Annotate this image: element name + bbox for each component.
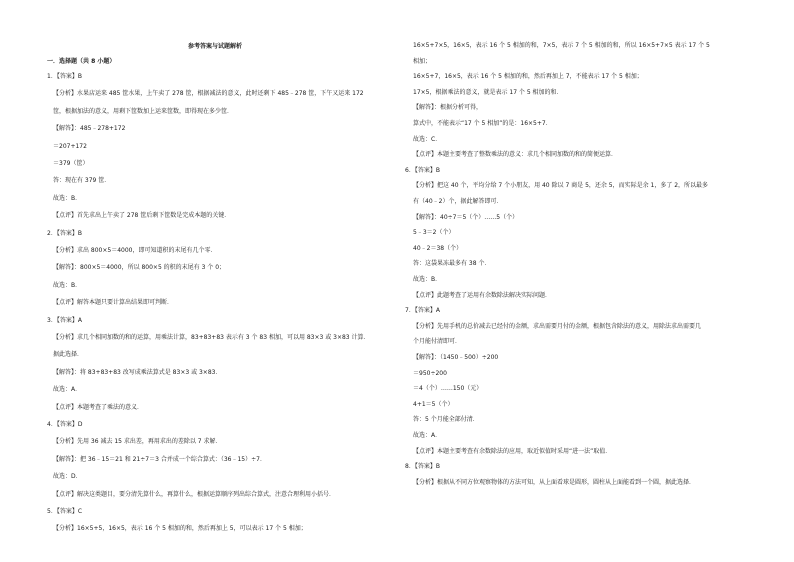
text-line: 算式中，不能表示“17 个 5 相加”的是：16×5+7．	[413, 120, 552, 127]
question-answer-line: 7．【答案】A	[405, 307, 440, 315]
text-line: 16×5+7，16×5，表示 16 个 5 相加的和，然后再加上 7，不能表示 17 个 5 相加；	[413, 73, 643, 81]
text-line: 故选：A．	[53, 386, 82, 394]
text-line: 答：这袋果冻最多有 38 个．	[413, 260, 491, 268]
text-line: 5﹣3＝2（个）	[413, 229, 455, 237]
text-line: 16×5+7×5，16×5，表示 16 个 5 相加的和，7×5，表示 7 个 5 相加的和，所以 16×5+7×5 表示 17 个 5	[413, 42, 710, 49]
question-answer-line: 4．【答案】D	[47, 421, 83, 428]
text-line: 个月能付清即可．	[413, 338, 462, 346]
text-line: 【解答】：485﹣278+172	[53, 125, 126, 133]
text-line: 【解答】：根据分析可得，	[413, 104, 483, 112]
text-line: 故选：B．	[413, 276, 442, 283]
text-line: 故选：C．	[413, 135, 442, 143]
text-line: ＝950÷200	[413, 369, 447, 377]
text-line: ＝207+172	[53, 142, 87, 150]
question-answer-line: 6．【答案】B	[405, 166, 440, 174]
text-line: 【分析】求出 800×5＝4000，即可知道积的末尾有几个零．	[53, 247, 217, 254]
text-line: 【解答】：把 36﹣15＝21 和 21÷7＝3 合并成一个综合算式：（36﹣15）÷7．	[53, 455, 266, 463]
text-line: 【分析】先用手机的总价减去已经付的金额，求出需要月付的金额，根据包含除法的意义，用除法求出需要几	[413, 322, 702, 330]
text-line: 【分析】先用 36 减去 15 求出差，再用求出的差除以 7 求解．	[53, 438, 222, 446]
text-line: 【点评】首先求出上午卖了 278 筐后剩下筐数是完成本题的关键．	[53, 212, 231, 220]
text-line: 40﹣2＝38（个）	[413, 244, 463, 252]
text-line: 4+1＝5（个）	[413, 400, 454, 408]
question-answer-line: 2．【答案】B	[47, 229, 82, 237]
text-line: 【解答】：将 83+83+83 改写成乘法算式是 83×3 或 3×83．	[53, 368, 222, 376]
text-line: 【点评】此题考查了运用有余数除法解决实际问题．	[413, 291, 552, 299]
text-line: 故选：B．	[53, 194, 82, 202]
text-line: 据此选择．	[53, 351, 84, 359]
text-line: 【点评】本题考查了乘法的意义．	[53, 403, 144, 411]
text-line: 故选：D．	[53, 473, 82, 481]
section-heading: 一．选择题（共 8 小题）	[47, 58, 116, 65]
text-line: 【分析】16×5+5，16×5，表示 16 个 5 相加的和，然后再加上 5，可以表示 17 个 5 相加；	[53, 525, 307, 533]
question-answer-line: 3．【答案】A	[47, 316, 82, 324]
text-line: 【分析】水果店运来 485 筐水果，上午卖了 278 筐，根据减法的意义，此时还剩下 485﹣278 筐，下午又运来 172	[53, 90, 364, 98]
text-line: 【点评】本题主要考查了整数乘法的意义：求几个相同加数的和的简便运算．	[413, 151, 618, 159]
text-line: 【点评】本题主要考查有余数除法的应用，取近似值时采用“进一法”取值．	[413, 447, 612, 455]
text-line: 【分析】把这 40 个，平均分给 7 个小朋友，用 40 除以 7 商是 5，还余 5，而实际是余 1，多了 2，所以最多	[413, 182, 709, 190]
text-line: 17×5，根据乘法的意义，就是表示 17 个 5 相加的和．	[413, 88, 563, 96]
text-line: 答：现在有 379 筐．	[53, 177, 111, 185]
text-line: 【点评】解决这类题目，要分清先算什么，再算什么，根据运算顺序列出综合算式，注意合理利用小括号．	[53, 490, 336, 498]
text-line: 【分析】求几个相同加数的和的运算，用乘法计算，83+83+83 表示有 3 个 83 相加，可以用 83×3 或 3×83 计算．	[53, 334, 370, 341]
question-answer-line: 5．【答案】C	[47, 508, 83, 515]
text-line: 【解答】：（1450﹣500）÷200	[413, 354, 499, 361]
text-line: 相加；	[413, 57, 432, 65]
text-line: 筐，根据加法的意义，用剩下筐数加上运来筐数，即得现在多少筐．	[53, 107, 234, 115]
text-line: 有（40﹣2）个，据此解答即可．	[413, 198, 503, 205]
text-line: 【分析】根据从不同方位观察物体的方法可知，从上面看球是圆形，圆柱从上面能看到一个圆，据此选择．	[413, 478, 696, 486]
text-line: 【解答】：40÷7＝5（个）……5（个）	[413, 213, 519, 221]
text-line: 故选：B．	[53, 281, 82, 289]
text-line: 【解答】：800×5＝4000，所以 800×5 的积的末尾有 3 个 0；	[53, 264, 226, 272]
text-line: 答：5 个月能全部付清．	[413, 416, 479, 424]
text-line: 故选：A．	[413, 432, 442, 439]
text-line: ＝379（筐）	[53, 160, 89, 167]
text-line: 【点评】解答本题只要计算出结果即可判断．	[53, 299, 174, 307]
page-title: 参考答案与试题解析	[188, 43, 243, 50]
question-answer-line: 8．【答案】B	[405, 463, 440, 471]
question-answer-line: 1．【答案】B	[47, 73, 82, 80]
text-line: ＝4（个）……150（元）	[413, 385, 483, 393]
